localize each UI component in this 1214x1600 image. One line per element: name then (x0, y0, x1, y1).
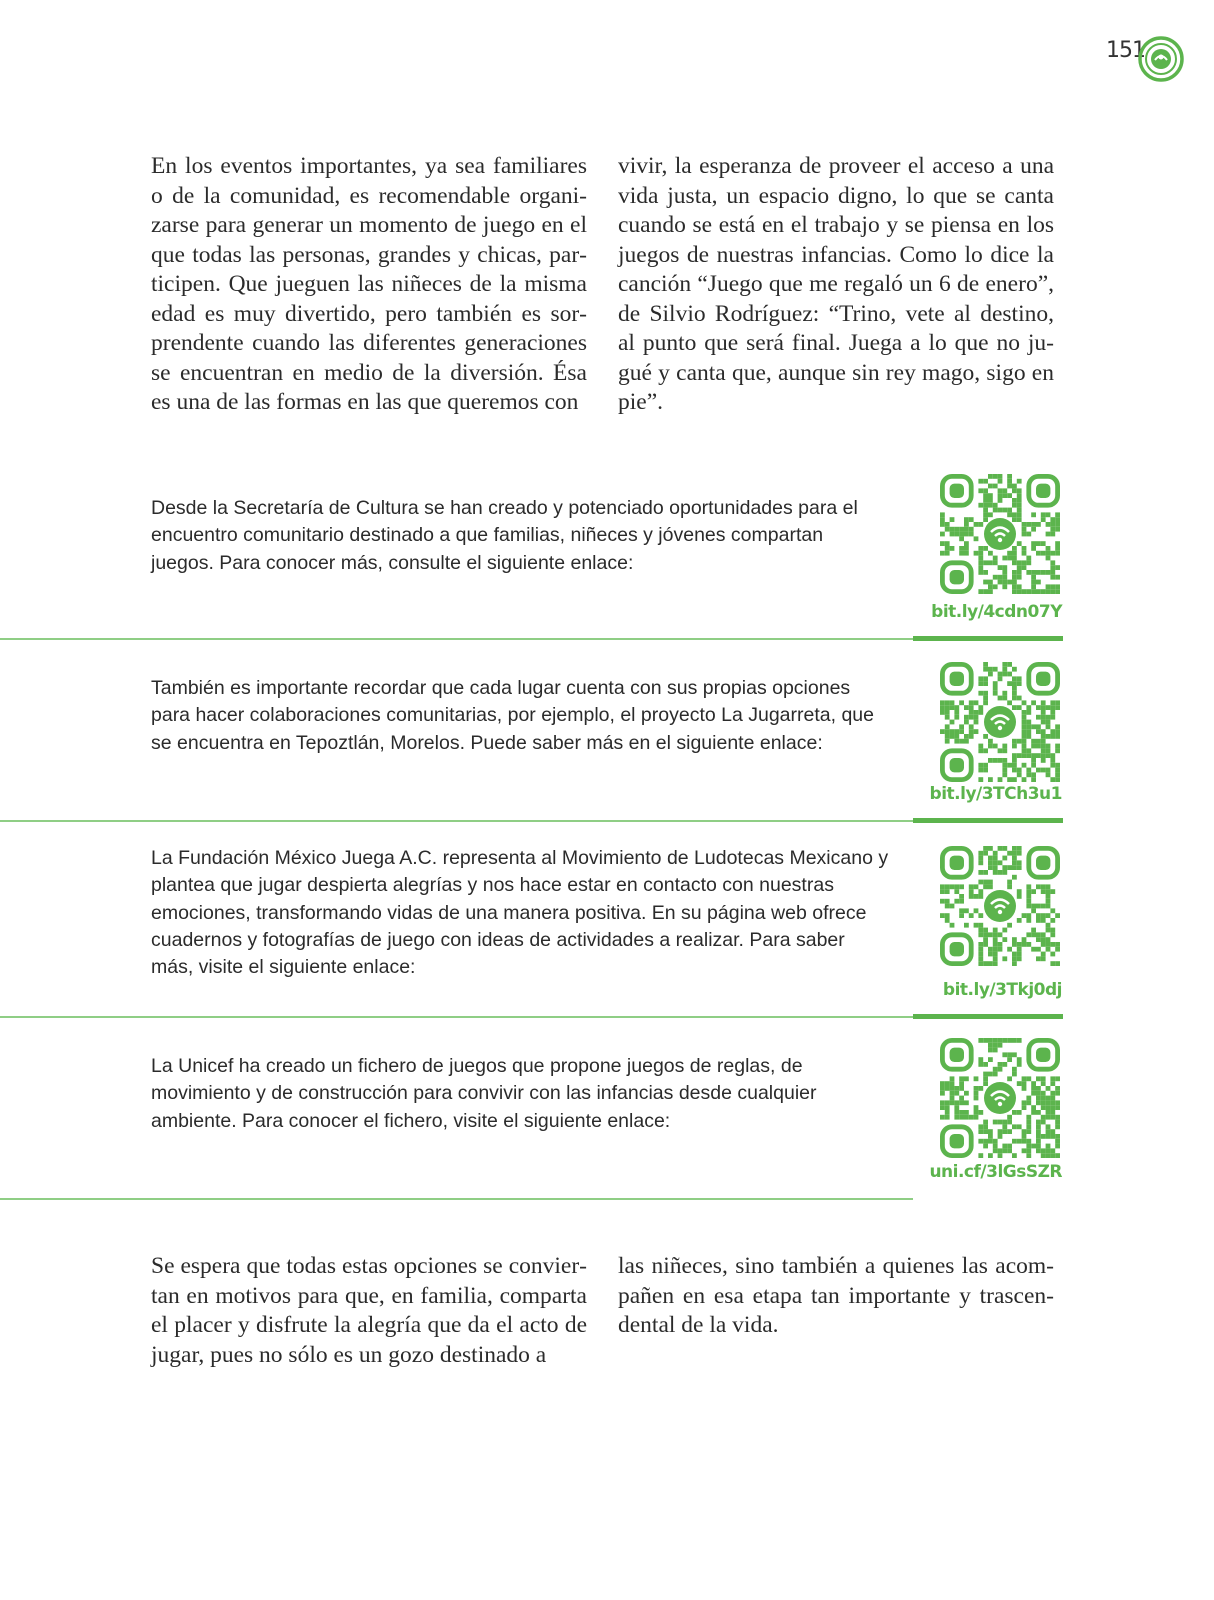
resource-text-4: La Unicef ha creado un fichero de juegos que propone juegos de reglas, de movimiento y de construcción para convivir con las infancias desde cualquier ambiente. Para conocer el fichero, visite el siguiente enlace: (151, 1055, 817, 1132)
section-divider (0, 820, 913, 822)
qr-code-icon[interactable] (940, 846, 1060, 966)
green-emblem-icon (1138, 36, 1184, 82)
resource-link-4[interactable]: uni.cf/3lGsSZR (929, 1162, 1062, 1182)
resource-text-2: También es importante recordar que cada lugar cuenta con sus propias opciones para hacer colaboraciones comunitarias, por ejemplo, el proyecto La Jugarreta, que se encuentra en Tepoztlán, Morelos. Puede saber más en el siguiente enlace: (151, 677, 874, 754)
qr-code-icon[interactable] (940, 662, 1060, 782)
resource-link-3[interactable]: bit.ly/3Tkj0dj (942, 980, 1062, 1000)
section-divider (0, 1016, 913, 1018)
closing-left-column (151, 1252, 587, 1370)
page-number: 151 (1106, 38, 1145, 63)
closing-right-column (618, 1252, 1054, 1341)
resource-text-1: Desde la Secretaría de Cultura se han creado y potenciado oportunidades para el encuentro comunitario destinado a que familias, niñeces y jóvenes compartan juegos. Para conocer más, consulte el siguiente enlace: (151, 497, 858, 574)
intro-right-paragraph: vivir, la esperanza de proveer el acceso a una vida justa, un espacio digno, lo que se canta cuando se está en el trabajo y se piensa en los juegos de nuestras infancias. Como lo dice la canción “Juego que me regaló un 6 de enero”, de Silvio Rodríguez: “Trino, vete al destino, al punto que será final. Juega a lo que no jugué y canta que, aunque sin rey mago, sigo en pie”. (618, 153, 1054, 415)
qr-code-icon[interactable] (940, 1038, 1060, 1158)
closing-left-paragraph: Se espera que todas estas opciones se conviertan en motivos para que, en familia, comparta el placer y disfrute la alegría que da el acto de jugar, pues no sólo es un gozo destinado a (151, 1253, 587, 1368)
qr-code-icon[interactable] (940, 474, 1060, 594)
section-divider (0, 1198, 913, 1200)
section-divider-accent (913, 818, 1063, 823)
closing-right-paragraph: las niñeces, sino también a quienes las acompañen en esa etapa tan importante y trascendental de la vida. (618, 1253, 1054, 1338)
section-divider-accent (913, 636, 1063, 641)
section-divider (0, 638, 913, 640)
section-divider-accent (913, 1014, 1063, 1019)
intro-left-paragraph: En los eventos importantes, ya sea familiares o de la comunidad, es recomendable organizarse para generar un momento de juego en el que todas las personas, grandes y chicas, participen. Que jueguen las niñeces de la misma edad es muy divertido, pero también es sorprendente cuando las diferentes generaciones se encuentran en medio de la diversión. Ésa es una de las formas en las que queremos con (151, 153, 587, 415)
resource-link-2[interactable]: bit.ly/3TCh3u1 (929, 784, 1062, 804)
resource-link-1[interactable]: bit.ly/4cdn07Y (931, 602, 1062, 622)
resource-text-3: La Fundación México Juega A.C. representa al Movimiento de Ludotecas Mexicano y plantea que jugar despierta alegrías y nos hace estar en contacto con nuestras emociones, transformando vidas de una manera positiva. En su página web ofrece cuadernos y fotografías de juego con ideas de actividades a realizar. Para saber más, visite el siguiente enlace: (151, 847, 889, 979)
intro-right-column (618, 152, 1054, 418)
intro-left-column (151, 152, 587, 418)
